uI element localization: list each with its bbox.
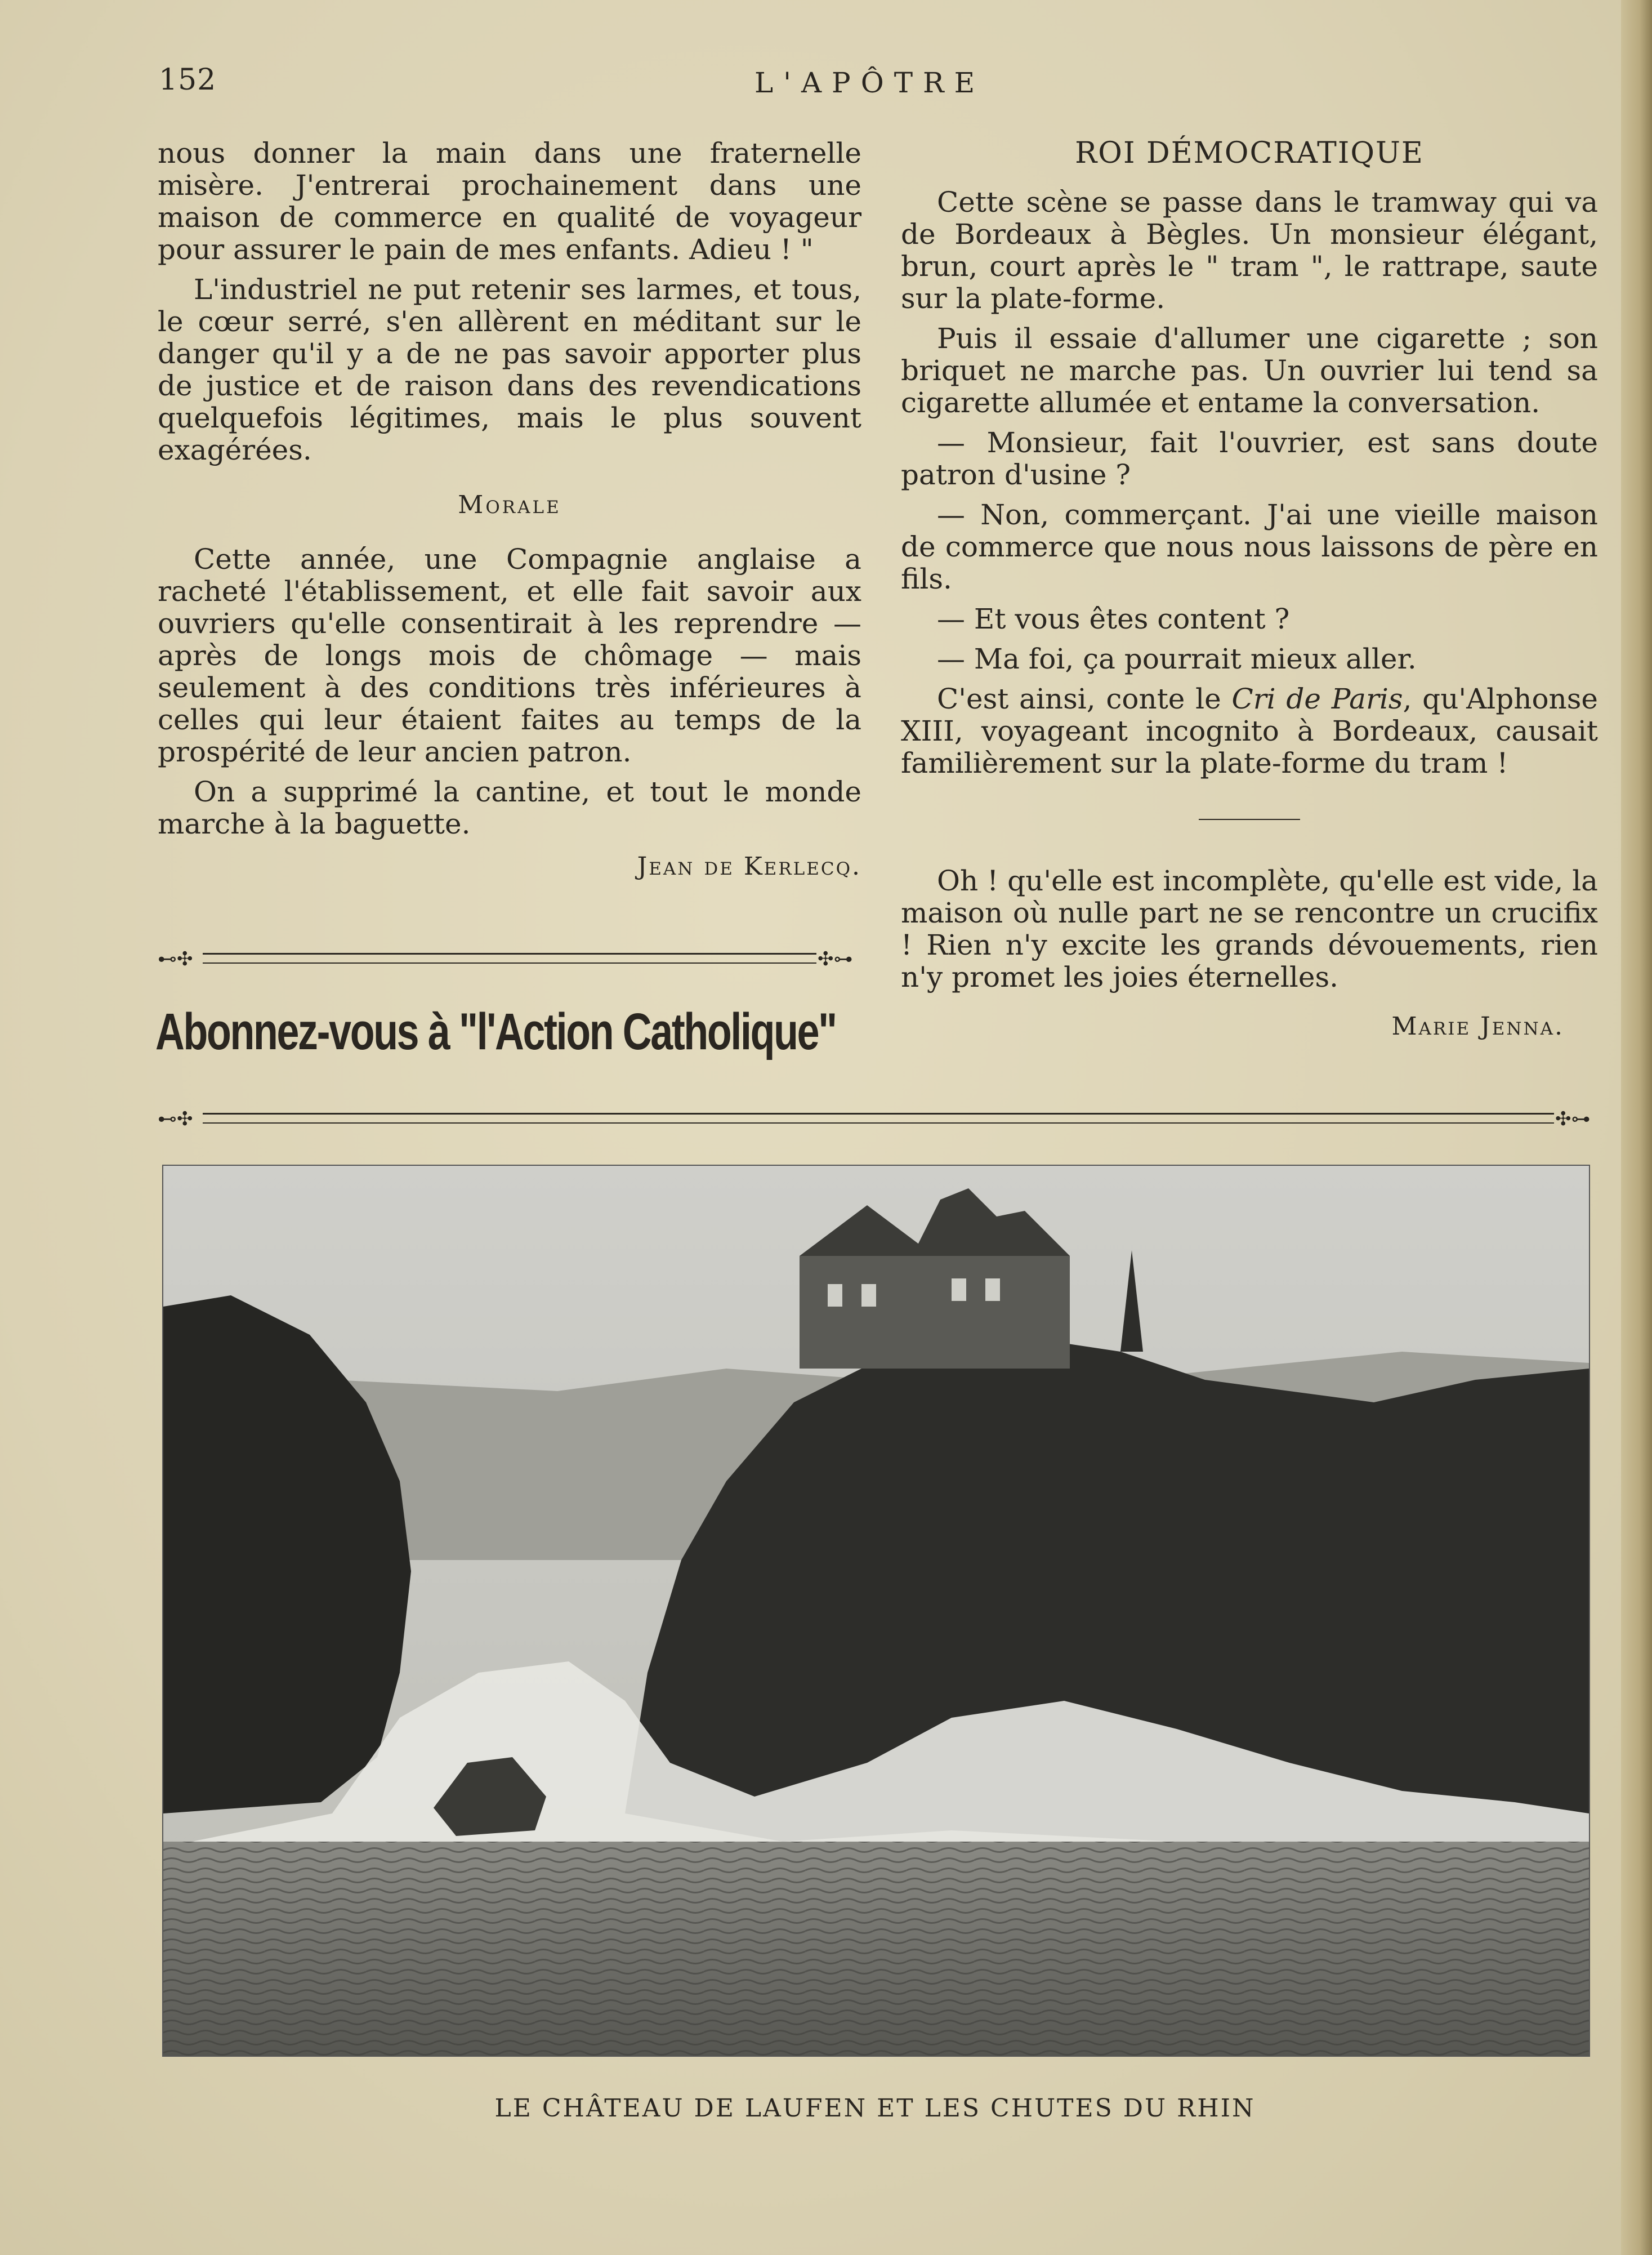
article-title-roi-democratique: ROI DÉMOCRATIQUE [1075, 136, 1424, 170]
left-paragraph-4: On a supprimé la cantine, et tout le monde marche à la baguette. [158, 776, 861, 840]
right-column [901, 137, 1598, 1042]
right-paragraph-3: — Monsieur, fait l'ouvrier, est sans doute patron d'usine ? [901, 426, 1598, 491]
right-paragraph-5: — Et vous êtes content ? [937, 603, 1290, 635]
right-paragraph-1: Cette scène se passe dans le tramway qui va de Bordeaux à Bègles. Un monsieur élégant, brun, court après le " tram ", le rattrape, saute sur la plate-forme. [901, 186, 1598, 315]
section-title-morale: Morale [458, 491, 561, 519]
photo-illustration [163, 1166, 1589, 2056]
left-paragraph-1: nous donner la main dans une fraternelle misère. J'entrerai prochainement dans une maison de commerce en qualité de voyageur pour assurer le pain de mes enfants. Adieu ! " [158, 137, 861, 266]
right-paragraph-7 [901, 683, 1598, 779]
right-paragraph-4: — Non, commerçant. J'ai une vieille maison de commerce que nous nous laissons de père en fils. [901, 498, 1598, 595]
subscription-advert: Abonnez-vous à "l'Action Catholique" [155, 1003, 836, 1060]
ornament-left-icon: ⊷✣ [158, 1108, 193, 1130]
page-number: 152 [159, 63, 217, 97]
left-column [158, 137, 861, 883]
left-paragraph-3: Cette année, une Compagnie anglaise a racheté l'établissement, et elle fait savoir aux ouvriers qu'elle consentirait à les reprendre — après de longs mois de chômage — mais seulement à des conditions très inférieures à celles qui leur étaient faites au temps de la prospérité de leur ancien patron. [158, 543, 861, 768]
ornament-right-icon: ✣⊶ [1555, 1108, 1591, 1130]
ornamental-rule-short [203, 953, 816, 964]
river-ripples [163, 1842, 1589, 2056]
photograph-laufen-castle-rhine-falls [162, 1165, 1590, 2057]
ornamental-rule-full [203, 1113, 1554, 1124]
p7-start: C'est ainsi, conte le [937, 683, 1232, 715]
source-cri-de-paris: Cri de Paris [1231, 683, 1403, 715]
journal-title: L'APÔTRE [754, 66, 985, 99]
left-paragraph-2: L'industriel ne put retenir ses larmes, et tous, le cœur serré, s'en allèrent en méditant sur le danger qu'il y a de ne pas savoir apporter plus de justice et de raison dans des revendications quelquefois légitimes, mais le plus souvent exagérées. [158, 273, 861, 466]
page-spine-shadow [1621, 0, 1652, 2255]
author-signature-kerlecq: Jean de Kerlecq. [637, 852, 861, 881]
author-signature-jenna: Marie Jenna. [1391, 1012, 1564, 1041]
right-paragraph-8: Oh ! qu'elle est incomplète, qu'elle est vide, la maison où nulle part ne se rencontre un crucifix ! Rien n'y excite les grands dévouements, rien n'y promet les joies éternelles. [901, 864, 1598, 993]
ornament-right-icon: ✣⊶ [818, 948, 853, 970]
right-paragraph-2: Puis il essaie d'allumer une cigarette ; son briquet ne marche pas. Un ouvrier lui tend sa cigarette allumée et entame la conversation. [901, 322, 1598, 419]
right-paragraph-6: — Ma foi, ça pourrait mieux aller. [937, 643, 1417, 675]
ornament-left-icon: ⊷✣ [158, 948, 193, 970]
photo-caption: LE CHÂTEAU DE LAUFEN ET LES CHUTES DU RHIN [494, 2094, 1256, 2123]
p7-end: , qu'Alphonse XIII, voyageant incognito à Bordeaux, causait familièrement sur la plate-forme du tram ! [901, 683, 1598, 779]
section-divider [1199, 819, 1300, 820]
